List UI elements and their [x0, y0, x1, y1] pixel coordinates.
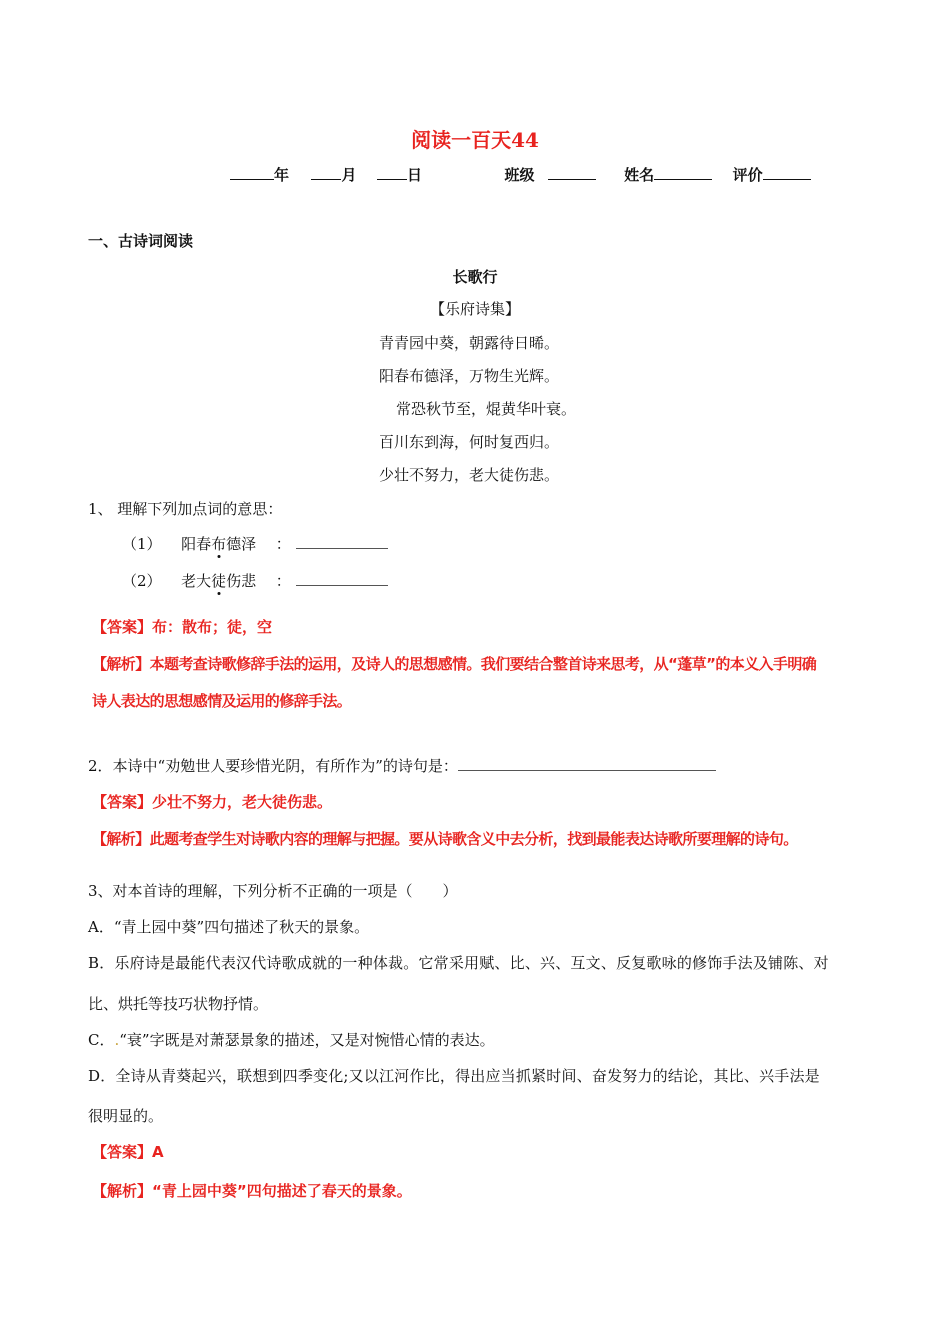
- option-letter: C．: [88, 1031, 115, 1049]
- answer-text: 布：散布；徒，空: [152, 618, 273, 636]
- analysis-tag: 【解析】: [92, 655, 150, 673]
- page-title: 阅读一百天44: [411, 128, 539, 152]
- grade-blank[interactable]: [763, 178, 811, 180]
- class-label: 班级: [504, 166, 535, 184]
- poem-line: 常恐秋节至，焜黄华叶衰。: [396, 400, 577, 418]
- month-blank[interactable]: [311, 178, 341, 180]
- day-label: 日: [406, 166, 422, 184]
- q1-answer: [92, 616, 272, 637]
- ochre-mark: .: [114, 1031, 120, 1049]
- answer-tag: 【答案】: [92, 793, 153, 811]
- q1-item-1: [122, 533, 388, 554]
- analysis-tag: 【解析】: [92, 1182, 153, 1200]
- item-word: 阳春: [181, 535, 212, 553]
- option-text: “衰”字既是对萧瑟景象的描述，又是对惋惜心情的表达。: [119, 1031, 495, 1049]
- q3-prompt: 3、对本首诗的理解，下列分析不正确的一项是（ ）: [88, 882, 458, 900]
- answer-blank[interactable]: [296, 585, 388, 586]
- answer-text: A: [152, 1143, 164, 1161]
- dotted-char: 布: [211, 535, 227, 553]
- q3-option-b-line-2: 比、烘托等技巧状物抒情。: [88, 995, 269, 1013]
- colon: ：: [275, 572, 291, 590]
- poem-title: 长歌行: [452, 268, 498, 286]
- name-label: 姓名: [624, 166, 655, 184]
- poem-line: 青青园中葵，朝露待日晞。: [379, 334, 560, 352]
- analysis-text: 此题考查学生对诗歌内容的理解与把握。要从诗歌含义中去分析，找到最能表达诗歌所要理解的诗句。: [149, 830, 798, 848]
- poem-line: 百川东到海，何时复西归。: [379, 433, 560, 451]
- poem-line: 阳春布德泽，万物生光辉。: [379, 367, 560, 385]
- q2-prompt-text: 2．本诗中“劝勉世人要珍惜光阴，有所作为”的诗句是：: [88, 757, 458, 775]
- month-label: 月: [341, 166, 357, 184]
- q3-option-c: [88, 1029, 495, 1050]
- class-blank[interactable]: [548, 178, 596, 180]
- answer-blank[interactable]: [296, 548, 388, 549]
- item-number: （2）: [122, 572, 162, 590]
- q1-analysis-line-2: 诗人表达的思想感情及运用的修辞手法。: [92, 692, 352, 710]
- year-blank[interactable]: [230, 178, 274, 180]
- q2-answer: [92, 791, 332, 812]
- grade-label: 评价: [732, 166, 763, 184]
- q3-option-d-line-2: 很明显的。: [88, 1107, 164, 1125]
- poem-source: 【乐府诗集】: [429, 300, 520, 318]
- answer-tag: 【答案】: [92, 1143, 153, 1161]
- q1-analysis-line-1: [92, 653, 816, 674]
- q2-analysis: [92, 828, 798, 849]
- q2-prompt: [88, 755, 716, 776]
- item-number: （1）: [122, 535, 162, 553]
- q3-option-b-line-1: B．乐府诗是最能代表汉代诗歌成就的一种体裁。它常采用赋、比、兴、互文、反复歌咏的修饰手法及铺陈、对: [88, 954, 829, 972]
- q1-item-2: [122, 570, 388, 591]
- q3-option-a: A．“青上园中葵”四句描述了秋天的景象。: [88, 918, 370, 936]
- item-word: 德泽: [226, 535, 257, 553]
- poem-line: 少壮不努力，老大徒伤悲。: [379, 466, 560, 484]
- q3-option-d-line-1: D．全诗从青葵起兴，联想到四季变化;又以江河作比，得出应当抓紧时间、奋发努力的结论，其比、兴手法是: [88, 1067, 820, 1085]
- name-blank[interactable]: [654, 178, 712, 180]
- q3-analysis: [92, 1180, 412, 1201]
- header-fields: [230, 164, 811, 185]
- day-blank[interactable]: [377, 178, 407, 180]
- answer-tag: 【答案】: [92, 618, 153, 636]
- analysis-tag: 【解析】: [92, 830, 150, 848]
- answer-text: 少壮不努力，老大徒伤悲。: [152, 793, 333, 811]
- q3-answer: [92, 1141, 164, 1162]
- year-label: 年: [274, 166, 290, 184]
- q2-answer-blank[interactable]: [458, 770, 716, 771]
- colon: ：: [275, 535, 291, 553]
- analysis-text: “青上园中葵”四句描述了春天的景象。: [152, 1182, 412, 1200]
- section-heading: 一、古诗词阅读: [88, 232, 194, 250]
- item-word: 老大: [181, 572, 212, 590]
- analysis-text: 本题考查诗歌修辞手法的运用，及诗人的思想感情。我们要结合整首诗来思考，从“蓬草”的本义入手明确: [149, 655, 817, 673]
- item-word: 伤悲: [226, 572, 257, 590]
- dotted-char: 徒: [211, 572, 227, 590]
- q1-prompt: 1、 理解下列加点词的意思：: [88, 500, 283, 518]
